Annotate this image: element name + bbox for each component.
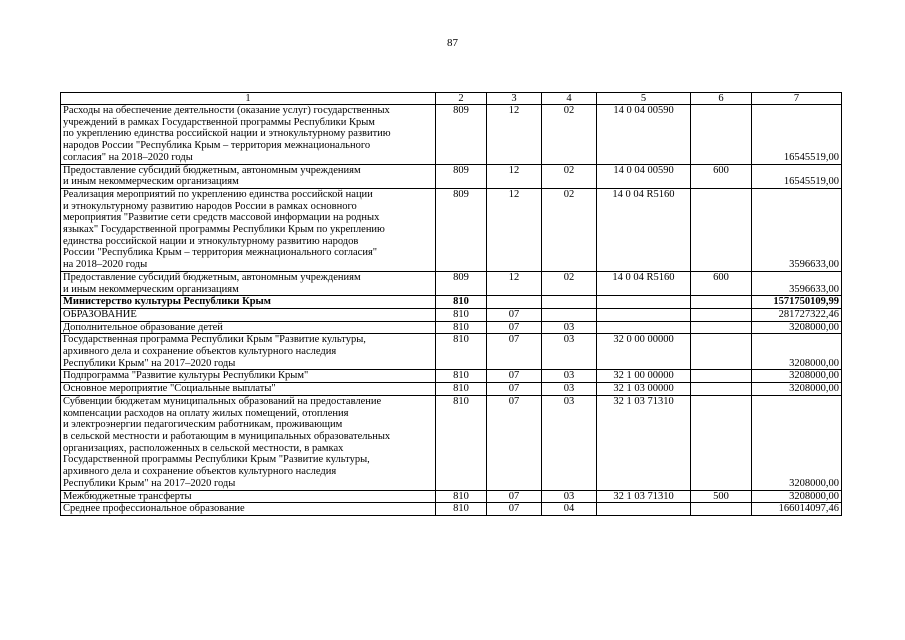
table-row bbox=[61, 164, 842, 188]
item-name-cell: Предоставление субсидий бюджетным, автономным учреждениям и иным некоммерческим организациям bbox=[61, 271, 436, 295]
table-row bbox=[61, 334, 842, 370]
expense-type-cell bbox=[691, 395, 752, 490]
ministry-code-cell: 810 bbox=[436, 395, 487, 490]
amount-cell: 3596633,00 bbox=[752, 188, 842, 271]
target-article-cell: 14 0 04 00590 bbox=[597, 164, 691, 188]
subsection-code-cell: 03 bbox=[542, 490, 597, 503]
column-header: 3 bbox=[487, 93, 542, 105]
item-name-cell: Расходы на обеспечение деятельности (оказание услуг) государственных учреждений в рамках Государственной программы Республики Крым по укреплению единства российской нации и этнокультурному развитию народов России "Республика Крым – территория межнационального согласия" на 2018–2020 годы bbox=[61, 105, 436, 165]
subsection-code-cell: 03 bbox=[542, 370, 597, 383]
amount-cell: 3208000,00 bbox=[752, 490, 842, 503]
section-code-cell: 07 bbox=[487, 383, 542, 396]
section-code-cell: 12 bbox=[487, 105, 542, 165]
amount-cell: 3596633,00 bbox=[752, 271, 842, 295]
amount-cell: 166014097,46 bbox=[752, 503, 842, 516]
ministry-code-cell: 810 bbox=[436, 503, 487, 516]
expense-type-cell bbox=[691, 503, 752, 516]
ministry-code-cell: 809 bbox=[436, 271, 487, 295]
item-name-cell: Министерство культуры Республики Крым bbox=[61, 296, 436, 309]
expense-type-cell bbox=[691, 370, 752, 383]
target-article-cell bbox=[597, 321, 691, 334]
ministry-code-cell: 810 bbox=[436, 490, 487, 503]
subsection-code-cell: 02 bbox=[542, 105, 597, 165]
item-name-cell: Субвенции бюджетам муниципальных образований на предоставление компенсации расходов на оплату жилых помещений, отопления и электроэнергии педагогическим работникам, проживающим в сельской местности и работающим в муниципальных образовательных организациях, расположенных в сельской местности, в рамках Государственной программы Республики Крым "Развитие культуры, архивного дела и сохранение объектов культурного наследия Республики Крым" на 2017–2020 годы bbox=[61, 395, 436, 490]
column-header: 6 bbox=[691, 93, 752, 105]
column-header: 4 bbox=[542, 93, 597, 105]
subsection-code-cell: 03 bbox=[542, 395, 597, 490]
section-code-cell: 12 bbox=[487, 164, 542, 188]
table-row bbox=[61, 296, 842, 309]
item-name-cell: Межбюджетные трансферты bbox=[61, 490, 436, 503]
item-name-cell: ОБРАЗОВАНИЕ bbox=[61, 308, 436, 321]
table-row bbox=[61, 383, 842, 396]
section-code-cell: 07 bbox=[487, 334, 542, 370]
expense-type-cell bbox=[691, 334, 752, 370]
item-name-cell: Государственная программа Республики Крым "Развитие культуры, архивного дела и сохранение объектов культурного наследия Республики Крым" на 2017–2020 годы bbox=[61, 334, 436, 370]
table-row bbox=[61, 188, 842, 271]
amount-cell: 3208000,00 bbox=[752, 383, 842, 396]
expense-type-cell bbox=[691, 296, 752, 309]
expense-type-cell: 600 bbox=[691, 164, 752, 188]
expense-type-cell bbox=[691, 188, 752, 271]
ministry-code-cell: 810 bbox=[436, 308, 487, 321]
budget-table bbox=[60, 92, 842, 516]
column-number-row bbox=[61, 93, 842, 105]
section-code-cell: 07 bbox=[487, 395, 542, 490]
page-number: 87 bbox=[447, 37, 458, 49]
subsection-code-cell: 03 bbox=[542, 383, 597, 396]
amount-cell: 3208000,00 bbox=[752, 395, 842, 490]
subsection-code-cell: 02 bbox=[542, 188, 597, 271]
table-row bbox=[61, 370, 842, 383]
ministry-code-cell: 810 bbox=[436, 383, 487, 396]
subsection-code-cell bbox=[542, 308, 597, 321]
target-article-cell: 32 0 00 00000 bbox=[597, 334, 691, 370]
target-article-cell: 14 0 04 R5160 bbox=[597, 271, 691, 295]
table-row bbox=[61, 395, 842, 490]
column-header: 2 bbox=[436, 93, 487, 105]
expense-type-cell bbox=[691, 383, 752, 396]
subsection-code-cell bbox=[542, 296, 597, 309]
table-row bbox=[61, 271, 842, 295]
section-code-cell: 07 bbox=[487, 503, 542, 516]
item-name-cell: Реализация мероприятий по укреплению единства российской нации и этнокультурному развитию народов России в рамках основного мероприятия "Развитие сети средств массовой информации на родных языках" Государственной программы Республики Крым по укреплению единства российской нации и этнокультурному развитию народов России "Республика Крым – территория межнационального согласия" на 2018–2020 годы bbox=[61, 188, 436, 271]
target-article-cell: 14 0 04 R5160 bbox=[597, 188, 691, 271]
section-code-cell bbox=[487, 296, 542, 309]
amount-cell: 3208000,00 bbox=[752, 334, 842, 370]
ministry-code-cell: 810 bbox=[436, 296, 487, 309]
ministry-code-cell: 810 bbox=[436, 370, 487, 383]
target-article-cell bbox=[597, 308, 691, 321]
item-name-cell: Подпрограмма "Развитие культуры Республики Крым" bbox=[61, 370, 436, 383]
subsection-code-cell: 02 bbox=[542, 271, 597, 295]
section-code-cell: 12 bbox=[487, 271, 542, 295]
expense-type-cell: 600 bbox=[691, 271, 752, 295]
expense-type-cell: 500 bbox=[691, 490, 752, 503]
table-row bbox=[61, 308, 842, 321]
column-header: 5 bbox=[597, 93, 691, 105]
subsection-code-cell: 02 bbox=[542, 164, 597, 188]
item-name-cell: Дополнительное образование детей bbox=[61, 321, 436, 334]
expense-type-cell bbox=[691, 308, 752, 321]
table-body bbox=[61, 105, 842, 516]
section-code-cell: 12 bbox=[487, 188, 542, 271]
amount-cell: 1571750109,99 bbox=[752, 296, 842, 309]
subsection-code-cell: 04 bbox=[542, 503, 597, 516]
target-article-cell bbox=[597, 503, 691, 516]
expense-type-cell bbox=[691, 105, 752, 165]
ministry-code-cell: 810 bbox=[436, 334, 487, 370]
section-code-cell: 07 bbox=[487, 308, 542, 321]
table-row bbox=[61, 490, 842, 503]
amount-cell: 281727322,46 bbox=[752, 308, 842, 321]
ministry-code-cell: 810 bbox=[436, 321, 487, 334]
subsection-code-cell: 03 bbox=[542, 321, 597, 334]
amount-cell: 3208000,00 bbox=[752, 370, 842, 383]
target-article-cell bbox=[597, 296, 691, 309]
section-code-cell: 07 bbox=[487, 370, 542, 383]
ministry-code-cell: 809 bbox=[436, 105, 487, 165]
ministry-code-cell: 809 bbox=[436, 188, 487, 271]
column-header: 7 bbox=[752, 93, 842, 105]
subsection-code-cell: 03 bbox=[542, 334, 597, 370]
table-row bbox=[61, 321, 842, 334]
section-code-cell: 07 bbox=[487, 321, 542, 334]
amount-cell: 16545519,00 bbox=[752, 164, 842, 188]
target-article-cell: 32 1 00 00000 bbox=[597, 370, 691, 383]
item-name-cell: Основное мероприятие "Социальные выплаты" bbox=[61, 383, 436, 396]
target-article-cell: 32 1 03 00000 bbox=[597, 383, 691, 396]
target-article-cell: 32 1 03 71310 bbox=[597, 395, 691, 490]
item-name-cell: Среднее профессиональное образование bbox=[61, 503, 436, 516]
table-row bbox=[61, 503, 842, 516]
item-name-cell: Предоставление субсидий бюджетным, автономным учреждениям и иным некоммерческим организациям bbox=[61, 164, 436, 188]
amount-cell: 16545519,00 bbox=[752, 105, 842, 165]
section-code-cell: 07 bbox=[487, 490, 542, 503]
ministry-code-cell: 809 bbox=[436, 164, 487, 188]
expense-type-cell bbox=[691, 321, 752, 334]
column-header: 1 bbox=[61, 93, 436, 105]
target-article-cell: 14 0 04 00590 bbox=[597, 105, 691, 165]
table-row bbox=[61, 105, 842, 165]
target-article-cell: 32 1 03 71310 bbox=[597, 490, 691, 503]
amount-cell: 3208000,00 bbox=[752, 321, 842, 334]
